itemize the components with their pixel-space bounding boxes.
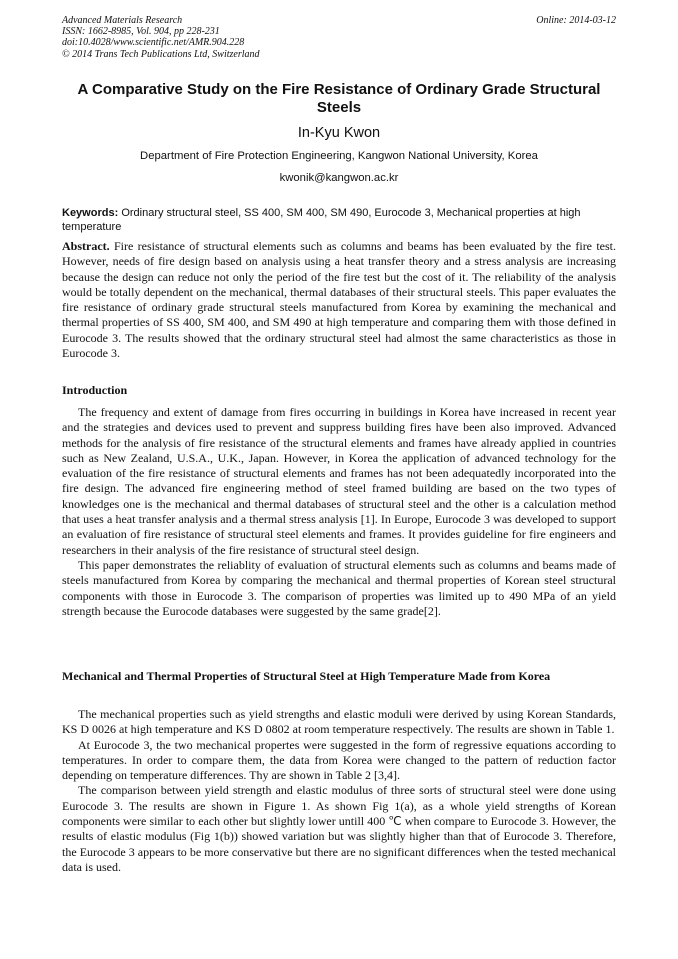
introduction-body (62, 405, 616, 619)
doi-line: doi:10.4028/www.scientific.net/AMR.904.228 (62, 37, 245, 49)
paragraph: At Eurocode 3, the two mechanical propertes were suggested in the form of regressive equations according to temperatures. In order to compare them, the data from Korea were changed to the pattern of reduction factor depending on temperature differences. Thy are shown in Table 2 [3,4]. (62, 737, 616, 783)
paragraph: This paper demonstrates the reliablity of evaluation of structural elements such as columns and beams made of steels manufactured from Korea by comparing the mechanical and thermal properties of Korean steel structural components with those in Eurocode 3. The comparison of properties was limited up to 490 MPa of an yield strength because the Eurocode databases were suggested by the same grade[2]. (62, 557, 616, 618)
author-name: In-Kyu Kwon (297, 125, 381, 141)
author-affiliation: Department of Fire Protection Engineering, Kangwon National University, Korea (140, 150, 538, 162)
paragraph: The frequency and extent of damage from fires occurring in buildings in Korea have increased in recent year and the strategies and devices used to prevent and suppress building fires have been also improved. Advanced methods for the analysis of fire resistance of the structural elements and frames have already applied in countries such as New Zealand, U.S.A., U.K., Japan. However, in Korea the application of advanced technology for the evaluation of the fire resistance of structural elements and frames has not been adequatedly incorporated into the fire design. The advanced fire engineering method of steel framed building are based on the two types of knowledges one is the mechanical and thermal databases of structural steel and the other is a calculation method that uses a heat transfer analysis and a thermal stress analysis [1]. In Europe, Eurocode 3 was developed to support an evaluation of fire resistance of structural steel elements and frames. It provides guideline for fire engineers and researchers in their analysis of the fire resistance of structural steel design. (62, 405, 616, 557)
journal-name: Advanced Materials Research (62, 15, 183, 26)
copyright-line: © 2014 Trans Tech Publications Ltd, Switzerland (62, 48, 260, 60)
issn-line: ISSN: 1662-8985, Vol. 904, pp 228-231 (62, 26, 220, 38)
paragraph: The mechanical properties such as yield strengths and elastic moduli were derived by using Korean Standards, KS D 0026 at high temperature and KS D 0802 at room temperature respectively. The results are shown in Table 1. (62, 707, 616, 737)
journal-header (62, 15, 616, 60)
keywords-text: Ordinary structural steel, SS 400, SM 400, SM 490, Eurocode 3, Mechanical properties at high temperature (62, 207, 581, 234)
online-date: Online: 2014-03-12 (536, 15, 616, 26)
section-heading-introduction: Introduction (62, 383, 128, 397)
paragraph: The comparison between yield strength and elastic modulus of three sorts of structural steel were done using Eurocode 3. The results are shown in Figure 1. As shown Fig 1(a), as a whole yield strengths of Korean components were similar to each other but slightly lower untill 400 ℃ when compare to Eurocode 3. However, the results of elastic modulus (Fig 1(b)) showed variation but was slightly higher than that of Eurocode 3. Therefore, the Eurocode 3 appears to be more conservative but there are no significant differences when the tested mechanical data is used. (62, 783, 616, 874)
author-email: kwonik@kangwon.ac.kr (279, 172, 399, 184)
keywords-label: Keywords: (62, 207, 119, 219)
section-heading-properties: Mechanical and Thermal Properties of Structural Steel at High Temperature Made from Korea (62, 669, 551, 683)
paper-title: A Comparative Study on the Fire Resistance of Ordinary Grade Structural Steels (77, 81, 601, 116)
abstract-label: Abstract. (62, 239, 110, 253)
abstract-text: Fire resistance of structural elements such as columns and beams has been evaluated by the fire test. However, needs of fire design based on analysis using a heat transfer theory and a stress analysis are increasing because the design can reduce not only the period of the fire test but the cost of it. The reliability of the analysis would be totally dependent on the mechanical, thermal databases of their structural steels. This paper evaluates the fire resistance of ordinary grade structural steels manufactured from Korea by examining the mechanical and thermal properties of SS 400, SM 400, and SM 490 at high temperature and comparing them with those defined in Eurocode 3. The results showed that the ordinary structural steel had almost the same characteristics as those in Eurocode 3. (62, 239, 616, 361)
abstract-block (62, 239, 616, 361)
properties-body (62, 707, 616, 875)
keywords-block (62, 206, 616, 235)
